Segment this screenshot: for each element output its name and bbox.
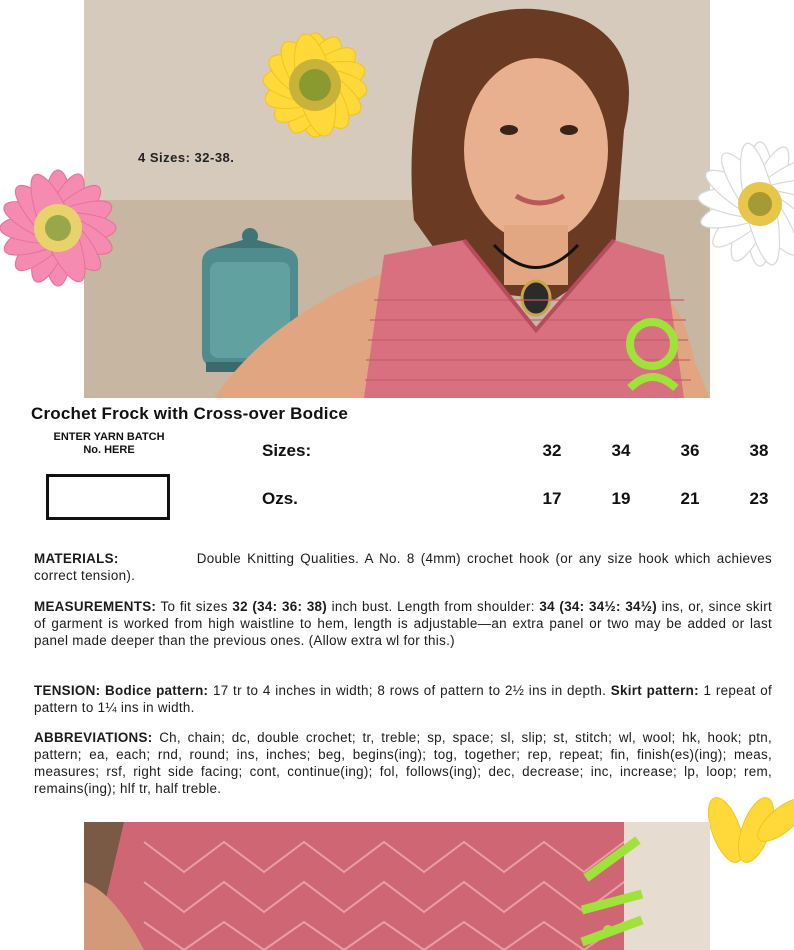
green-script-top-icon: [616, 310, 686, 400]
yellow-petal-icon: [696, 790, 794, 870]
size-value: 34: [611, 441, 631, 460]
ozs-value: 17: [542, 489, 562, 508]
pattern-title: Crochet Frock with Cross-over Bodice: [31, 404, 349, 423]
measurements-sizes: 32 (34: 36: 38): [232, 599, 328, 614]
tension-bodice-text: 17 tr to 4 inches in width; 8 rows of pattern to 2½ ins in depth.: [212, 683, 607, 698]
abbreviations-text: Ch, chain; dc, double crochet; tr, treble; sp, space; sl, slip; st, stitch; wl, wool; hk, hook; ptn, pattern; ea, each; rnd, round; ins, inches; beg, begins(ing); tog, together; rep, repeat; fin, finish(es)(ing); meas, measures; rsf, right side facing; cont, continue(ing); fol, follows(ing); dec, decrease; inc, increase; lp, loop; rem, remains(ing); hlf tr, half treble.: [34, 730, 772, 796]
yarn-batch-box[interactable]: [46, 474, 170, 520]
tension-skirt-label: Skirt pattern:: [610, 683, 699, 698]
materials-label: MATERIALS:: [34, 551, 119, 566]
measurements-text-a: To fit sizes: [160, 599, 228, 614]
measurements-length: 34 (34: 34½: 34½): [539, 599, 658, 614]
materials-text: Double Knitting Qualities. A No. 8 (4mm) crochet hook (or any size hook which achieves correct tension).: [34, 551, 772, 583]
ozs-value: 23: [749, 489, 769, 508]
tension-section: [34, 682, 772, 716]
measurements-section: [34, 598, 772, 649]
yarn-batch-label: [30, 431, 188, 457]
tension-label: TENSION:: [34, 683, 101, 698]
green-script-bottom-icon: [572, 830, 652, 950]
ozs-value: 21: [680, 489, 700, 508]
size-value: 38: [749, 441, 769, 460]
ozs-value: 19: [611, 489, 631, 508]
tension-skirt-text: 1 repeat of pattern to 1¼ ins in width.: [34, 683, 772, 715]
size-value: 32: [542, 441, 562, 460]
materials-section: [34, 550, 772, 584]
abbreviations-section: [34, 729, 772, 797]
white-daisy-icon: [660, 108, 794, 306]
yellow-daisy-icon: [210, 0, 420, 190]
yarn-batch-line2: No. HERE: [83, 444, 135, 456]
abbreviations-label: ABBREVIATIONS:: [34, 730, 153, 745]
ozs-label: Ozs.: [262, 489, 298, 508]
size-value: 36: [680, 441, 700, 460]
pink-daisy-icon: [0, 136, 160, 326]
sizes-label: Sizes:: [262, 441, 312, 460]
measurements-text-c: ins, or, since skirt of garment is worked from high waistline to hem, length is adjustable—an extra panel or two may be added or last panel made deeper than the previous ones. (Allow extra wl for this.): [34, 599, 772, 648]
yarn-batch-line1: ENTER YARN BATCH: [53, 431, 165, 443]
measurements-label: MEASUREMENTS:: [34, 599, 157, 614]
tension-bodice-label: Bodice pattern:: [105, 683, 209, 698]
sizes-caption: 4 Sizes: 32-38.: [138, 150, 235, 165]
measurements-text-b: inch bust. Length from shoulder:: [331, 599, 535, 614]
